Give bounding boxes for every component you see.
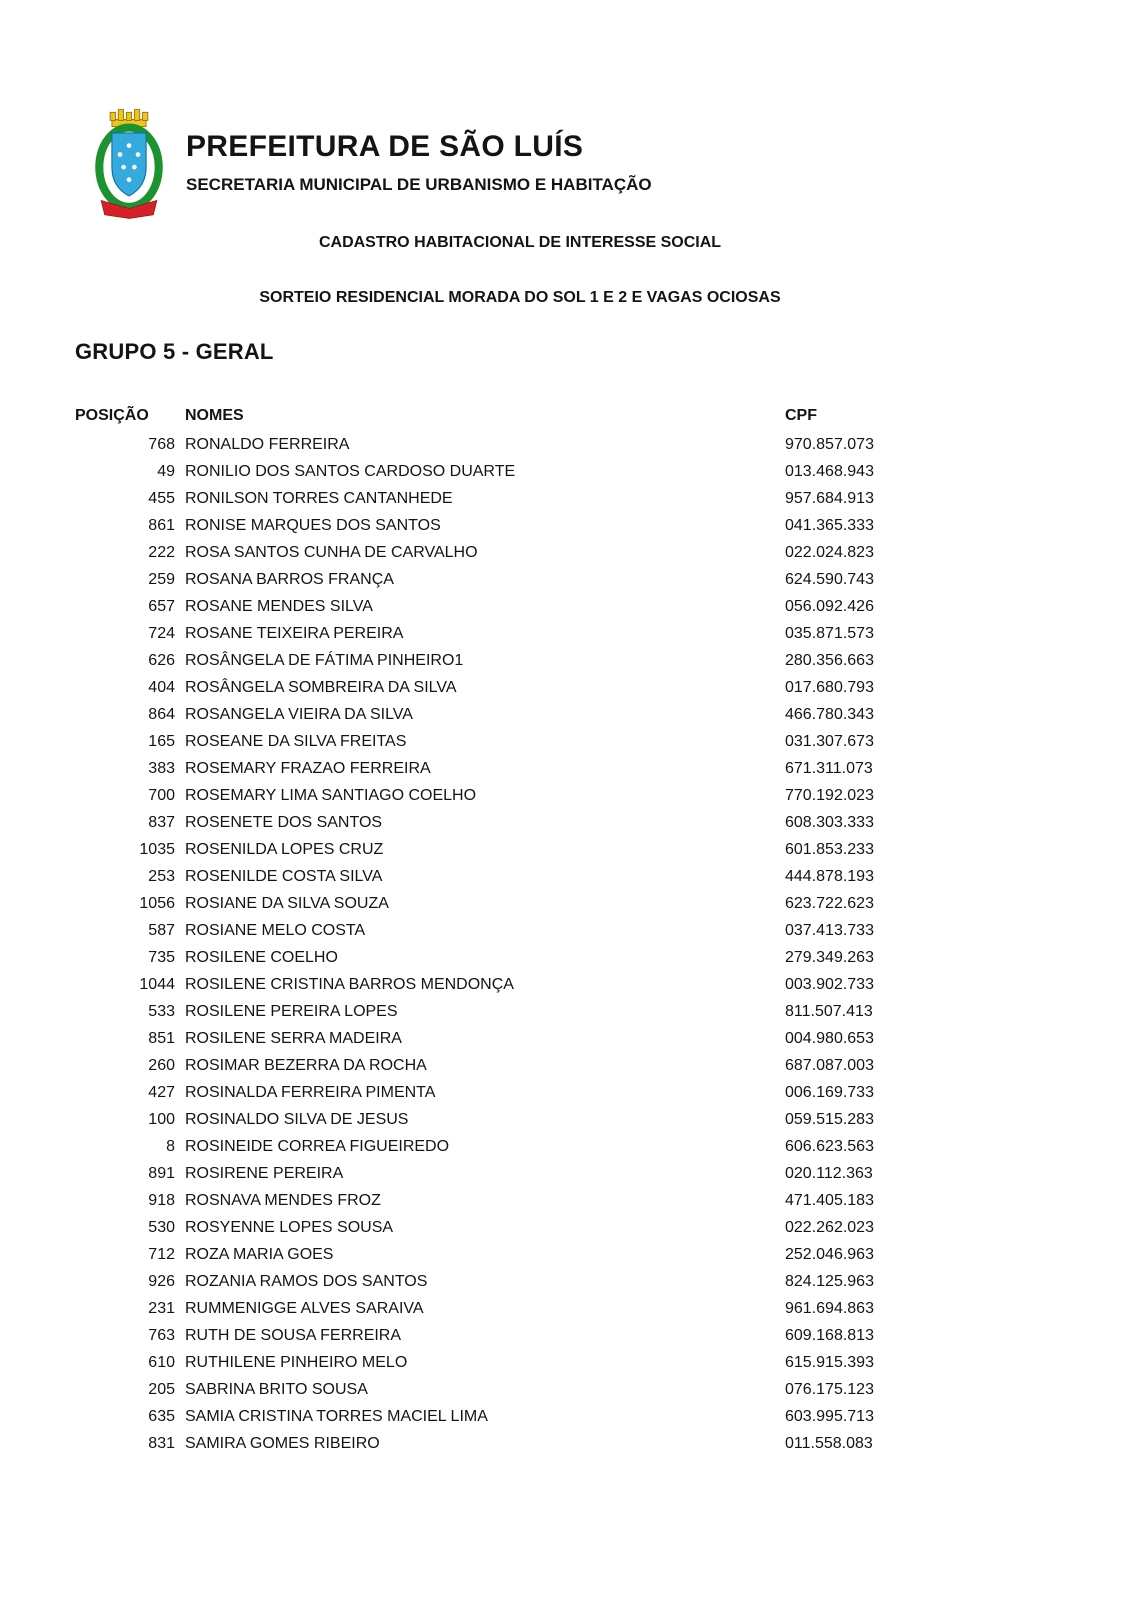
position-cell: 49 <box>157 463 175 480</box>
cpf-cell: 687.087.003 <box>785 1057 874 1074</box>
table-row <box>75 620 1065 647</box>
name-cell: RONILIO DOS SANTOS CARDOSO DUARTE <box>185 463 516 480</box>
cpf-cell: 013.468.943 <box>785 463 874 480</box>
table-row <box>75 593 1065 620</box>
position-cell: 712 <box>148 1246 175 1263</box>
cpf-cell: 076.175.123 <box>785 1381 874 1398</box>
name-cell: ROZA MARIA GOES <box>185 1246 334 1263</box>
cpf-cell: 624.590.743 <box>785 571 874 588</box>
table-row <box>75 647 1065 674</box>
cpf-cell: 606.623.563 <box>785 1138 874 1155</box>
name-cell: ROSIRENE PEREIRA <box>185 1165 344 1182</box>
position-cell: 222 <box>148 544 175 561</box>
position-cell: 1035 <box>139 841 175 858</box>
results-table <box>75 401 1065 1457</box>
position-cell: 851 <box>148 1030 175 1047</box>
name-cell: RUTH DE SOUSA FERREIRA <box>185 1327 402 1344</box>
table-row <box>75 1430 1065 1457</box>
cpf-cell: 444.878.193 <box>785 868 874 885</box>
cpf-cell: 017.680.793 <box>785 679 874 696</box>
document-subtitle: SORTEIO RESIDENCIAL MORADA DO SOL 1 E 2 E VAGAS OCIOSAS <box>259 289 781 306</box>
cpf-cell: 609.168.813 <box>785 1327 874 1344</box>
position-cell: 100 <box>148 1111 175 1128</box>
position-cell: 768 <box>148 436 175 453</box>
position-cell: 587 <box>148 922 175 939</box>
name-cell: ROSENILDE COSTA SILVA <box>185 868 383 885</box>
position-cell: 891 <box>148 1165 175 1182</box>
cpf-cell: 056.092.426 <box>785 598 874 615</box>
name-cell: ROSILENE CRISTINA BARROS MENDONÇA <box>185 976 514 993</box>
table-row <box>75 701 1065 728</box>
cpf-cell: 011.558.083 <box>785 1435 873 1452</box>
table-row <box>75 1079 1065 1106</box>
table-row <box>75 836 1065 863</box>
cpf-cell: 035.871.573 <box>785 625 874 642</box>
position-cell: 404 <box>148 679 175 696</box>
position-cell: 861 <box>148 517 175 534</box>
position-cell: 205 <box>148 1381 175 1398</box>
position-cell: 724 <box>148 625 175 642</box>
cpf-cell: 824.125.963 <box>785 1273 874 1290</box>
cpf-cell: 970.857.073 <box>785 436 874 453</box>
position-cell: 253 <box>148 868 175 885</box>
table-row <box>75 1241 1065 1268</box>
table-row <box>75 539 1065 566</box>
cpf-cell: 615.915.393 <box>785 1354 874 1371</box>
table-row <box>75 728 1065 755</box>
position-cell: 735 <box>148 949 175 966</box>
name-cell: ROSANGELA VIEIRA DA SILVA <box>185 706 413 723</box>
cpf-cell: 961.694.863 <box>785 1300 874 1317</box>
name-cell: ROSNAVA MENDES FROZ <box>185 1192 381 1209</box>
group-title: GRUPO 5 - GERAL <box>75 339 274 364</box>
name-cell: SAMIA CRISTINA TORRES MACIEL LIMA <box>185 1408 488 1425</box>
table-row <box>75 566 1065 593</box>
cpf-cell: 601.853.233 <box>785 841 874 858</box>
table-row <box>75 1106 1065 1133</box>
table-row <box>75 1376 1065 1403</box>
document-title: CADASTRO HABITACIONAL DE INTERESSE SOCIAL <box>318 234 722 251</box>
name-cell: ROSIANE DA SILVA SOUZA <box>185 895 389 912</box>
position-cell: 635 <box>148 1408 175 1425</box>
name-cell: ROSIMAR BEZERRA DA ROCHA <box>185 1057 427 1074</box>
table-row <box>75 1214 1065 1241</box>
org-title: PREFEITURA DE SÃO LUÍS <box>186 130 584 163</box>
table-row <box>75 998 1065 1025</box>
table-row <box>75 1052 1065 1079</box>
position-cell: 455 <box>148 490 175 507</box>
table-body <box>75 431 1065 1457</box>
name-cell: ROZANIA RAMOS DOS SANTOS <box>185 1273 428 1290</box>
position-cell: 763 <box>148 1327 175 1344</box>
position-cell: 8 <box>166 1138 175 1155</box>
cpf-cell: 279.349.263 <box>785 949 874 966</box>
table-row <box>75 1322 1065 1349</box>
name-cell: SAMIRA GOMES RIBEIRO <box>185 1435 380 1452</box>
name-cell: ROSEMARY LIMA SANTIAGO COELHO <box>185 787 477 804</box>
name-cell: SABRINA BRITO SOUSA <box>185 1381 368 1398</box>
cpf-cell: 041.365.333 <box>785 517 874 534</box>
name-cell: ROSA SANTOS CUNHA DE CARVALHO <box>185 544 478 561</box>
name-cell: ROSANE MENDES SILVA <box>185 598 373 615</box>
cpf-cell: 003.902.733 <box>785 976 874 993</box>
cpf-cell: 006.169.733 <box>785 1084 874 1101</box>
name-cell: ROSANA BARROS FRANÇA <box>185 571 394 588</box>
column-header-posicao: POSIÇÃO <box>75 407 149 424</box>
name-cell: ROSÂNGELA DE FÁTIMA PINHEIRO1 <box>185 652 464 669</box>
table-header-row <box>75 401 1065 431</box>
name-cell: ROSILENE COELHO <box>185 949 338 966</box>
position-cell: 533 <box>148 1003 175 1020</box>
cpf-cell: 022.024.823 <box>785 544 874 561</box>
cpf-cell: 770.192.023 <box>785 787 874 804</box>
table-row <box>75 755 1065 782</box>
position-cell: 610 <box>148 1354 175 1371</box>
table-row <box>75 944 1065 971</box>
position-cell: 918 <box>148 1192 175 1209</box>
cpf-cell: 671.311.073 <box>785 760 873 777</box>
name-cell: ROSEANE DA SILVA FREITAS <box>185 733 407 750</box>
name-cell: ROSYENNE LOPES SOUSA <box>185 1219 394 1236</box>
table-row <box>75 1268 1065 1295</box>
cpf-cell: 280.356.663 <box>785 652 874 669</box>
city-coat-of-arms-logo <box>84 106 174 222</box>
name-cell: RONILSON TORRES CANTANHEDE <box>185 490 453 507</box>
cpf-cell: 037.413.733 <box>785 922 874 939</box>
name-cell: RUMMENIGGE ALVES SARAIVA <box>185 1300 424 1317</box>
name-cell: RUTHILENE PINHEIRO MELO <box>185 1354 408 1371</box>
cpf-cell: 471.405.183 <box>785 1192 874 1209</box>
cpf-cell: 811.507.413 <box>785 1003 873 1020</box>
table-row <box>75 1160 1065 1187</box>
cpf-cell: 252.046.963 <box>785 1246 874 1263</box>
cpf-cell: 004.980.653 <box>785 1030 874 1047</box>
position-cell: 864 <box>148 706 175 723</box>
position-cell: 700 <box>148 787 175 804</box>
column-header-nomes: NOMES <box>185 407 244 424</box>
table-row <box>75 1025 1065 1052</box>
name-cell: ROSILENE SERRA MADEIRA <box>185 1030 402 1047</box>
table-row <box>75 917 1065 944</box>
name-cell: ROSINALDA FERREIRA PIMENTA <box>185 1084 436 1101</box>
table-row <box>75 809 1065 836</box>
name-cell: ROSINALDO SILVA DE JESUS <box>185 1111 409 1128</box>
cpf-cell: 466.780.343 <box>785 706 874 723</box>
name-cell: ROSÂNGELA SOMBREIRA DA SILVA <box>185 679 457 696</box>
name-cell: ROSEMARY FRAZAO FERREIRA <box>185 760 431 777</box>
table-row <box>75 1295 1065 1322</box>
name-cell: ROSANE TEIXEIRA PEREIRA <box>185 625 404 642</box>
table-row <box>75 1133 1065 1160</box>
name-cell: ROSENETE DOS SANTOS <box>185 814 383 831</box>
name-cell: ROSILENE PEREIRA LOPES <box>185 1003 398 1020</box>
cpf-cell: 031.307.673 <box>785 733 874 750</box>
name-cell: ROSENILDA LOPES CRUZ <box>185 841 384 858</box>
position-cell: 383 <box>148 760 175 777</box>
position-cell: 926 <box>148 1273 175 1290</box>
position-cell: 259 <box>148 571 175 588</box>
table-row <box>75 1187 1065 1214</box>
table-row <box>75 1403 1065 1430</box>
position-cell: 831 <box>148 1435 175 1452</box>
table-row <box>75 431 1065 458</box>
cpf-cell: 059.515.283 <box>785 1111 874 1128</box>
position-cell: 1044 <box>139 976 175 993</box>
table-row <box>75 512 1065 539</box>
position-cell: 231 <box>148 1300 175 1317</box>
table-row <box>75 674 1065 701</box>
cpf-cell: 603.995.713 <box>785 1408 874 1425</box>
cpf-cell: 022.262.023 <box>785 1219 874 1236</box>
org-subtitle: SECRETARIA MUNICIPAL DE URBANISMO E HABITAÇÃO <box>186 175 652 194</box>
position-cell: 626 <box>148 652 175 669</box>
table-row <box>75 485 1065 512</box>
position-cell: 657 <box>148 598 175 615</box>
cpf-cell: 623.722.623 <box>785 895 874 912</box>
cpf-cell: 608.303.333 <box>785 814 874 831</box>
column-header-cpf: CPF <box>785 407 817 424</box>
position-cell: 1056 <box>139 895 175 912</box>
position-cell: 530 <box>148 1219 175 1236</box>
cpf-cell: 020.112.363 <box>785 1165 873 1182</box>
table-row <box>75 782 1065 809</box>
table-row <box>75 1349 1065 1376</box>
org-header <box>186 130 652 195</box>
position-cell: 165 <box>148 733 175 750</box>
table-row <box>75 971 1065 998</box>
coat-of-arms-icon <box>84 106 174 222</box>
position-cell: 427 <box>148 1084 175 1101</box>
position-cell: 260 <box>148 1057 175 1074</box>
name-cell: RONALDO FERREIRA <box>185 436 350 453</box>
name-cell: ROSIANE MELO COSTA <box>185 922 366 939</box>
name-cell: RONISE MARQUES DOS SANTOS <box>185 517 441 534</box>
table-row <box>75 458 1065 485</box>
cpf-cell: 957.684.913 <box>785 490 874 507</box>
table-row <box>75 863 1065 890</box>
name-cell: ROSINEIDE CORREA FIGUEIREDO <box>185 1138 450 1155</box>
position-cell: 837 <box>148 814 175 831</box>
table-row <box>75 890 1065 917</box>
